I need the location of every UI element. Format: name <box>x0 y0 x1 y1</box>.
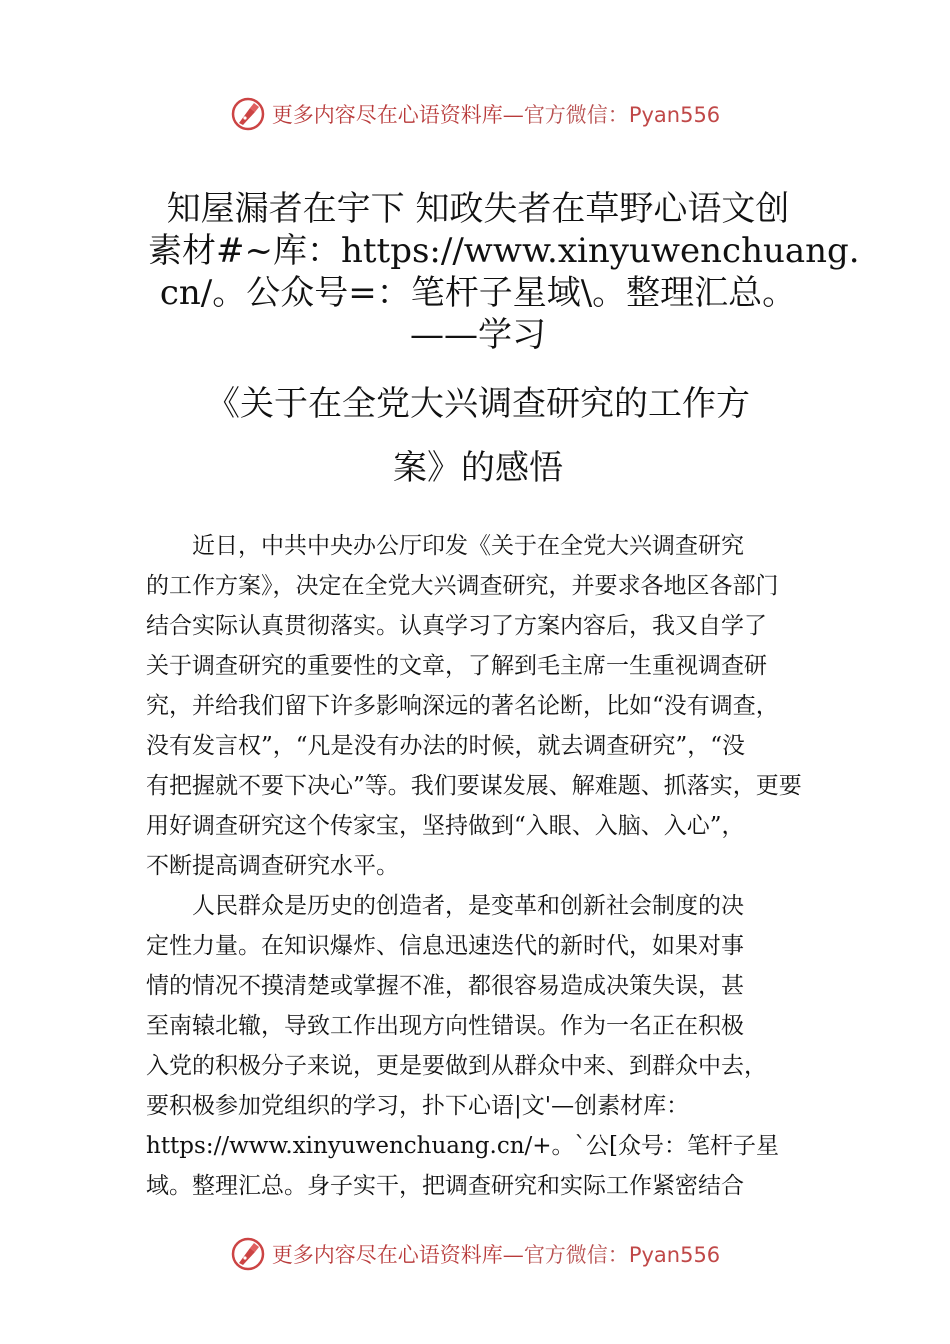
body-line: https://www.xinyuwenchuang.cn/+。`公[众号：笔杆子星 <box>146 1133 780 1159</box>
body-line: 人民群众是历史的创造者，是变革和创新社会制度的决 <box>146 893 744 919</box>
banner-wechat-label: 官方微信： <box>523 1243 629 1267</box>
banner-text <box>272 99 720 129</box>
body-text <box>146 526 818 1206</box>
pen-nib-logo-icon <box>230 96 266 132</box>
body-line: 近日，中共中央办公厅印发《关于在全党大兴调查研究 <box>146 533 744 559</box>
body-line: 至南辕北辙，导致工作出现方向性错误。作为一名正在积极 <box>146 1013 744 1039</box>
bottom-banner <box>0 1232 950 1276</box>
pen-nib-logo-icon <box>230 1236 266 1272</box>
body-line: 结合实际认真贯彻落实。认真学习了方案内容后，我又自学了 <box>146 613 767 639</box>
header-line: ——学习 <box>410 315 546 355</box>
body-line: 关于调查研究的重要性的文章，了解到毛主席一生重视调查研 <box>146 653 767 679</box>
body-line: 用好调查研究这个传家宝，坚持做到“入眼、入脑、入心”， <box>146 813 745 839</box>
body-line: 要积极参加党组织的学习，扑下心语|文'—创素材库： <box>146 1093 690 1119</box>
document-title <box>148 372 808 500</box>
body-line: 的工作方案》，决定在全党大兴调查研究，并要求各地区各部门 <box>146 573 779 599</box>
title-line: 《关于在全党大兴调查研究的工作方 <box>206 384 750 424</box>
title-line: 案》的感悟 <box>393 448 563 488</box>
body-line: 没有发言权”，“凡是没有办法的时候，就去调查研究”，“没 <box>146 733 746 759</box>
body-line: 不断提高调查研究水平。 <box>146 853 399 879</box>
header-line: 素材#~库：https://www.xinyuwenchuang. <box>148 231 860 271</box>
body-line: 域。整理汇总。身子实干，把调查研究和实际工作紧密结合 <box>146 1173 744 1199</box>
body-line: 定性力量。在知识爆炸、信息迅速迭代的新时代，如果对事 <box>146 933 744 959</box>
header-block <box>148 188 860 356</box>
banner-text <box>272 1239 720 1269</box>
body-line: 究，并给我们留下许多影响深远的著名论断，比如“没有调查， <box>146 693 779 719</box>
banner-wechat-id: Pyan556 <box>628 103 721 127</box>
banner-prefix: 更多内容尽在心语资料库— <box>271 1243 524 1267</box>
header-line: cn/。公众号=：笔杆子星域\。整理汇总。 <box>159 273 797 313</box>
banner-wechat-id: Pyan556 <box>628 1243 721 1267</box>
header-line: 知屋漏者在宇下 知政失者在草野心语文创 <box>166 189 790 229</box>
body-line: 有把握就不要下决心”等。我们要谋发展、解难题、抓落实，更要 <box>146 773 802 799</box>
top-banner <box>0 92 950 136</box>
body-line: 入党的积极分子来说，更是要做到从群众中来、到群众中去， <box>146 1053 767 1079</box>
body-line: 情的情况不摸清楚或掌握不准，都很容易造成决策失误，甚 <box>146 973 744 999</box>
banner-prefix: 更多内容尽在心语资料库— <box>271 103 524 127</box>
banner-wechat-label: 官方微信： <box>523 103 629 127</box>
